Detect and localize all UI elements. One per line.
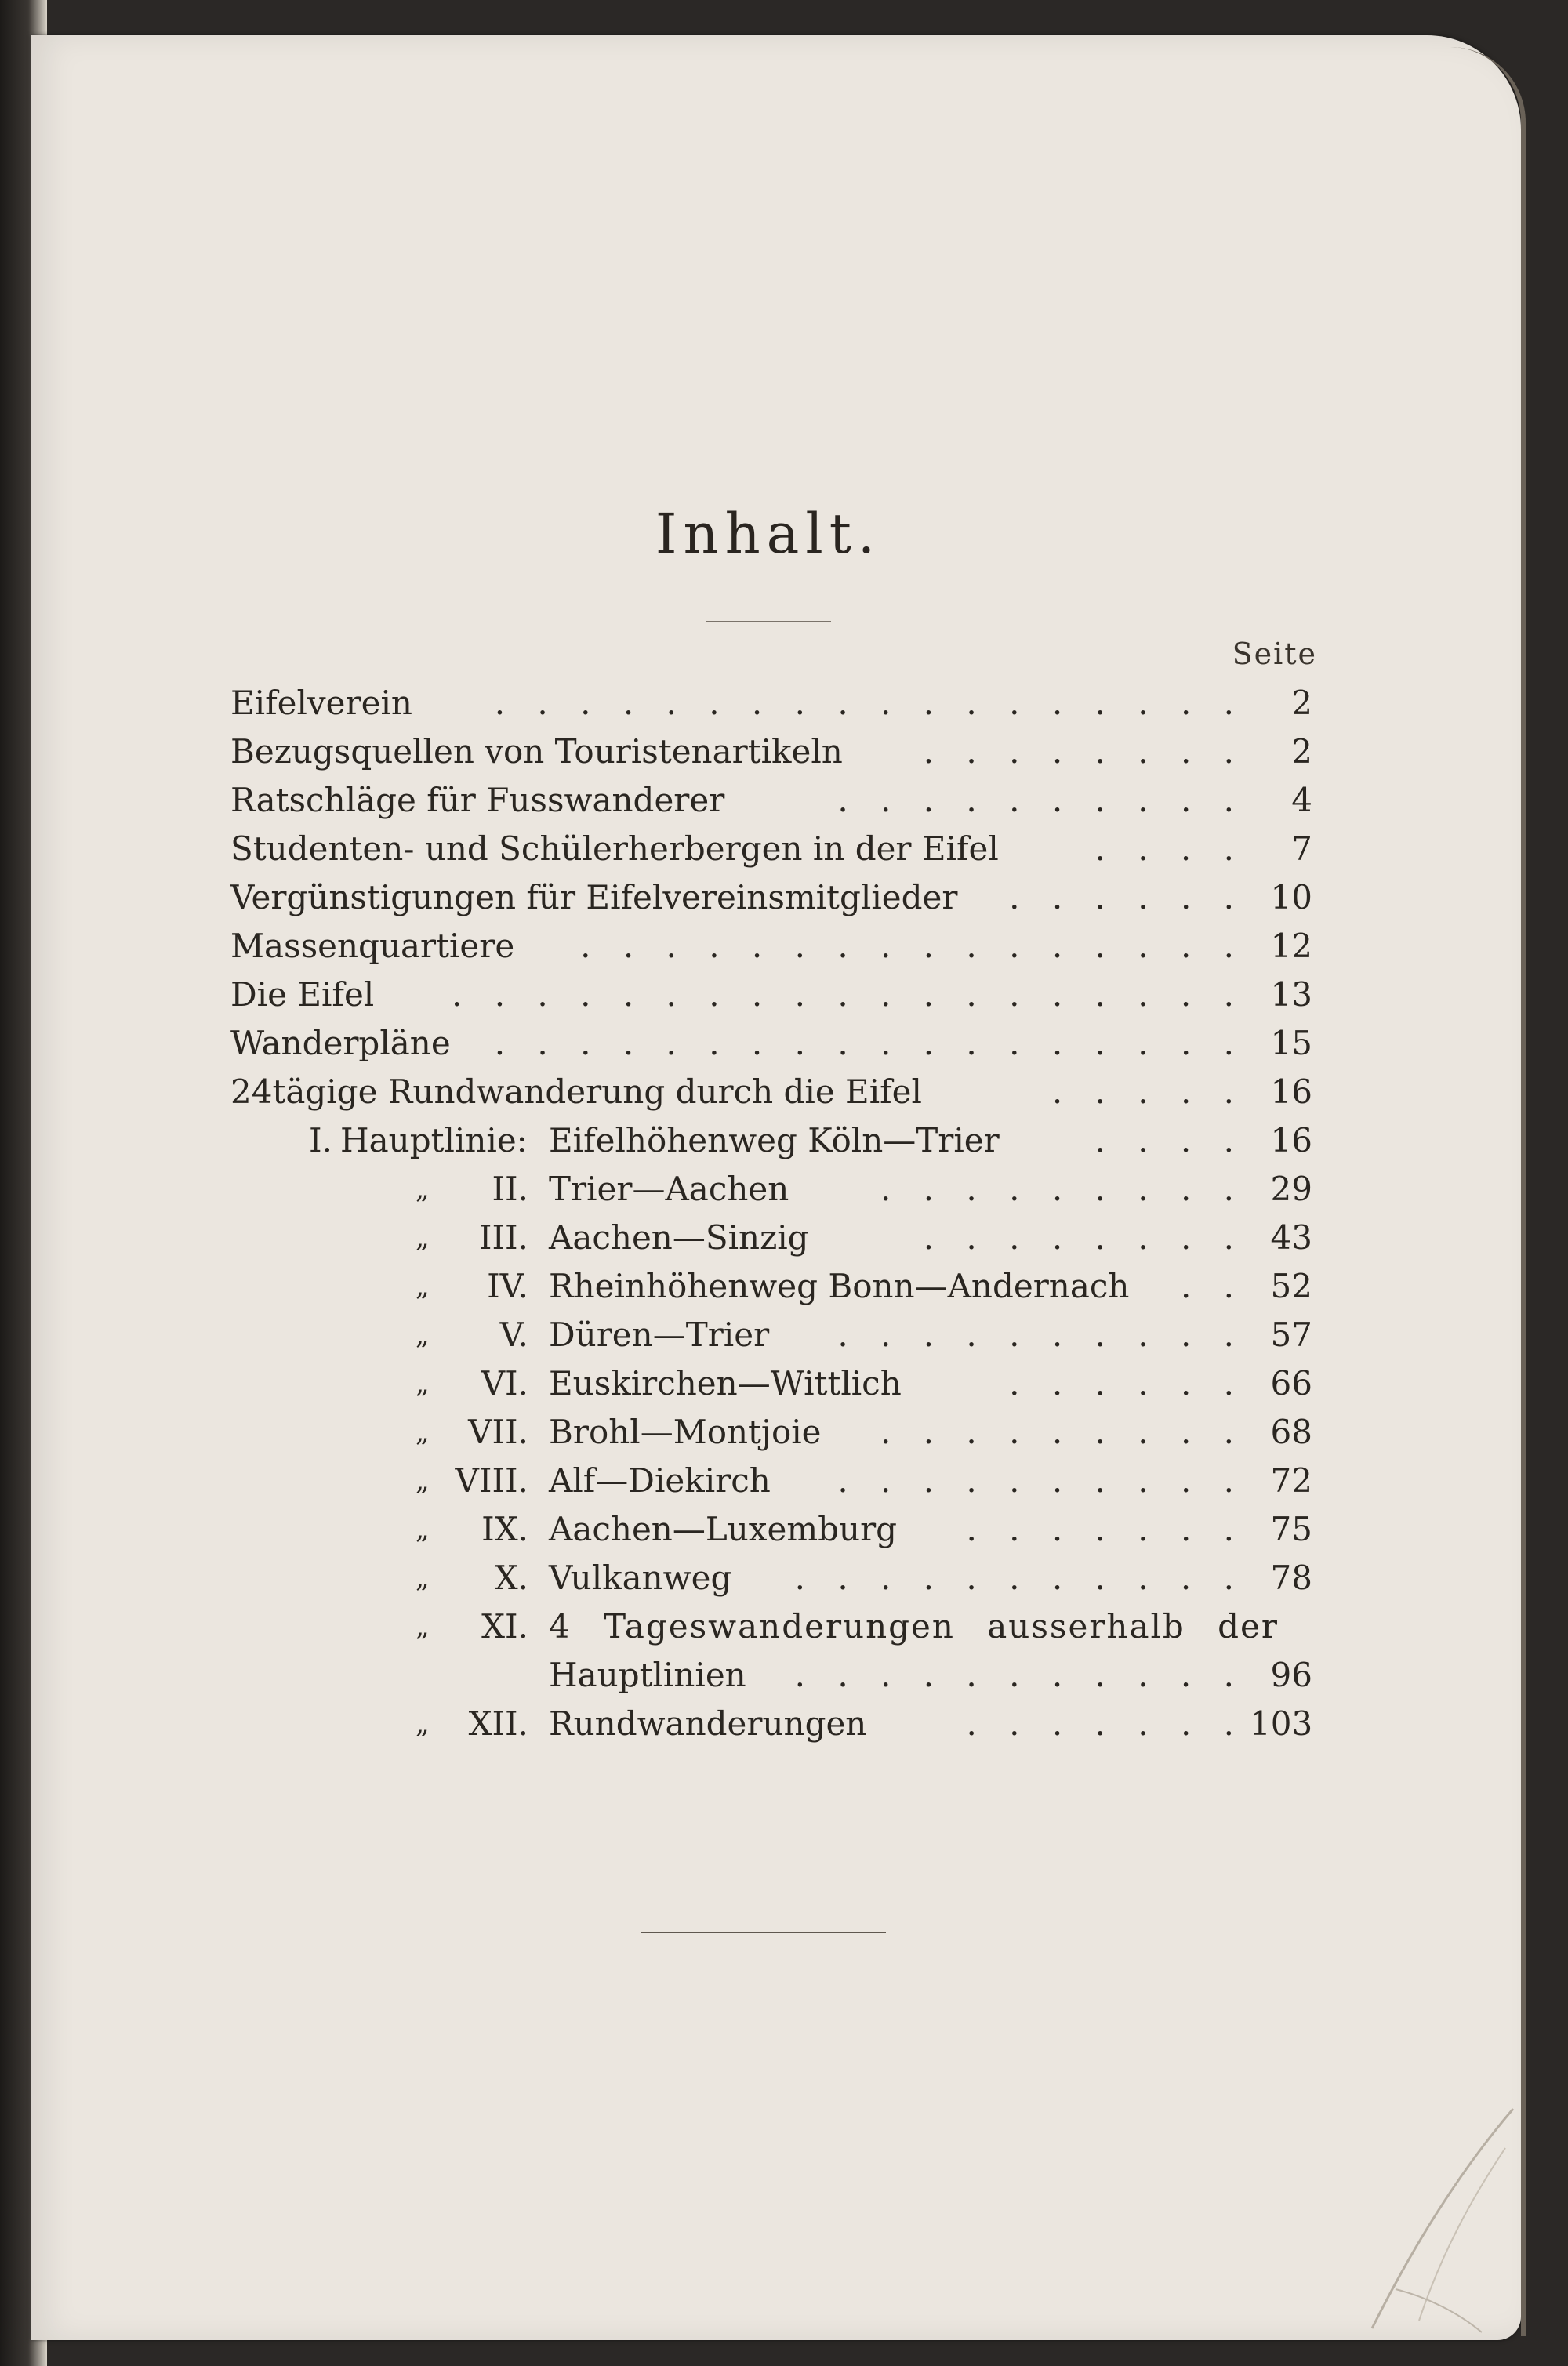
leader-dots: . . . . . . . . . . . . . . . . . . bbox=[494, 684, 1245, 722]
toc-entry bbox=[230, 776, 1312, 825]
leader-dots: . . . . . . . bbox=[966, 1510, 1245, 1548]
leader-dots: . . . . . . . . bbox=[923, 1218, 1245, 1257]
ditto-mark: „ bbox=[416, 1222, 430, 1254]
route-label: Rundwanderungen bbox=[549, 1704, 867, 1743]
route-entry bbox=[230, 1116, 1312, 1165]
leader-dots: . . . . . . . . . . . bbox=[794, 1559, 1245, 1597]
leader-dots: . . . . . . . . . . bbox=[837, 781, 1245, 819]
toc-entry bbox=[230, 728, 1312, 776]
route-number: III. bbox=[478, 1218, 528, 1257]
route-page: 72 bbox=[1270, 1461, 1312, 1500]
toc-entry bbox=[230, 873, 1312, 922]
route-number: II. bbox=[492, 1170, 528, 1208]
route-entry bbox=[230, 1262, 1312, 1311]
toc-entry-page: 4 bbox=[1291, 781, 1312, 819]
leader-dots: . . . . bbox=[1094, 1121, 1245, 1159]
route-entry bbox=[230, 1457, 1312, 1505]
ditto-mark: „ bbox=[416, 1319, 430, 1351]
route-label: Euskirchen—Wittlich bbox=[549, 1364, 902, 1403]
toc-entry-label: Massenquartiere bbox=[230, 927, 515, 965]
page-title: Inhalt. bbox=[655, 502, 882, 566]
route-page: 43 bbox=[1270, 1218, 1312, 1257]
ditto-mark: „ bbox=[416, 1514, 430, 1545]
route-page: 29 bbox=[1270, 1170, 1312, 1208]
route-number: IV. bbox=[487, 1267, 528, 1305]
leader-dots: . . . . . . . . . . . . . . . . bbox=[580, 927, 1245, 965]
toc-entry-page: 15 bbox=[1270, 1024, 1312, 1062]
route-label: Düren—Trier bbox=[549, 1315, 770, 1354]
toc-entry-label: Wanderpläne bbox=[230, 1024, 451, 1062]
toc-entry-page: 2 bbox=[1291, 684, 1312, 722]
leader-dots: . . . . . . . . bbox=[923, 732, 1245, 771]
ditto-mark: „ bbox=[416, 1368, 430, 1399]
leader-dots: . . bbox=[1180, 1267, 1245, 1305]
route-label: Trier—Aachen bbox=[549, 1170, 789, 1208]
route-page: 57 bbox=[1270, 1315, 1312, 1354]
ditto-mark: „ bbox=[416, 1562, 430, 1594]
route-label: 4 Tageswanderungen ausserhalb der bbox=[549, 1607, 1279, 1646]
ditto-mark: „ bbox=[416, 1174, 430, 1205]
toc-entry-label: Studenten- und Schülerherbergen in der Eifel bbox=[230, 829, 999, 868]
route-page: 68 bbox=[1270, 1413, 1312, 1451]
leader-dots: . . . . . . . bbox=[966, 1704, 1245, 1743]
ditto-mark: „ bbox=[416, 1271, 430, 1302]
leader-dots: . . . . . . . . . . bbox=[837, 1315, 1245, 1354]
toc-entry-label: Vergünstigungen für Eifelvereinsmitglieder bbox=[230, 878, 958, 916]
route-prefix: Hauptlinie: bbox=[340, 1121, 528, 1159]
route-number: X. bbox=[494, 1559, 528, 1597]
toc-entry bbox=[230, 1068, 1312, 1116]
route-entry bbox=[230, 1554, 1312, 1602]
route-label: Vulkanweg bbox=[549, 1559, 732, 1597]
route-number: XII. bbox=[468, 1704, 528, 1743]
route-label: Alf—Diekirch bbox=[549, 1461, 771, 1500]
ditto-mark: „ bbox=[416, 1611, 430, 1642]
toc-entry-page: 7 bbox=[1291, 829, 1312, 868]
route-number: V. bbox=[499, 1315, 528, 1354]
toc-entry bbox=[230, 825, 1312, 873]
toc-entry-page: 13 bbox=[1270, 975, 1312, 1014]
route-number: XI. bbox=[481, 1607, 528, 1646]
route-entry bbox=[230, 1408, 1312, 1457]
toc-entry-label: Ratschläge für Fusswanderer bbox=[230, 781, 725, 819]
route-page: 78 bbox=[1270, 1559, 1312, 1597]
toc-entry-page: 10 bbox=[1270, 878, 1312, 916]
route-page: 16 bbox=[1270, 1121, 1312, 1159]
leader-dots: . . . . . . . . . bbox=[880, 1170, 1245, 1208]
route-number: VII. bbox=[468, 1413, 528, 1451]
route-entry bbox=[230, 1214, 1312, 1262]
toc-entry bbox=[230, 971, 1312, 1019]
toc-entry bbox=[230, 922, 1312, 971]
ditto-mark: „ bbox=[416, 1708, 430, 1740]
leader-dots: . . . . . . . . . . . bbox=[794, 1656, 1245, 1694]
route-label: Hauptlinien bbox=[549, 1656, 746, 1694]
route-entry bbox=[230, 1700, 1312, 1748]
route-label: Brohl—Montjoie bbox=[549, 1413, 822, 1451]
leader-dots: . . . . . . bbox=[1009, 1364, 1245, 1403]
route-number: VIII. bbox=[455, 1461, 528, 1500]
route-number: I. bbox=[309, 1121, 332, 1159]
route-label: Rheinhöhenweg Bonn—Andernach bbox=[549, 1267, 1130, 1305]
leader-dots: . . . . . . . . . . bbox=[837, 1461, 1245, 1500]
leader-dots: . . . . bbox=[1094, 829, 1245, 868]
page-column-header: Seite bbox=[1232, 637, 1317, 671]
leader-dots: . . . . . . bbox=[1009, 878, 1245, 916]
ditto-mark: „ bbox=[416, 1417, 430, 1448]
toc-entry-label: 24tägige Rundwanderung durch die Eifel bbox=[230, 1072, 922, 1111]
leader-dots: . . . . . bbox=[1051, 1072, 1245, 1111]
route-number: VI. bbox=[481, 1364, 528, 1403]
route-entry bbox=[230, 1505, 1312, 1554]
leader-dots: . . . . . . . . . bbox=[880, 1413, 1245, 1451]
toc-entry bbox=[230, 1019, 1312, 1068]
route-entry bbox=[230, 1602, 1312, 1651]
toc-entry-label: Die Eifel bbox=[230, 975, 375, 1014]
route-label: Eifelhöhenweg Köln—Trier bbox=[549, 1121, 1000, 1159]
closing-rule bbox=[641, 1932, 886, 1933]
toc-entry-label: Eifelverein bbox=[230, 684, 412, 722]
route-page: 66 bbox=[1270, 1364, 1312, 1403]
route-page: 75 bbox=[1270, 1510, 1312, 1548]
route-page: 96 bbox=[1270, 1656, 1312, 1694]
route-page: 103 bbox=[1250, 1704, 1313, 1743]
route-number: IX. bbox=[481, 1510, 528, 1548]
toc-entry-page: 2 bbox=[1291, 732, 1312, 771]
toc-entry-label: Bezugsquellen von Touristenartikeln bbox=[230, 732, 843, 771]
toc-entry-page: 16 bbox=[1270, 1072, 1312, 1111]
route-entry bbox=[230, 1311, 1312, 1359]
route-label: Aachen—Luxemburg bbox=[549, 1510, 898, 1548]
route-label: Aachen—Sinzig bbox=[549, 1218, 809, 1257]
route-entry bbox=[230, 1165, 1312, 1214]
leader-dots: . . . . . . . . . . . . . . . . . . bbox=[494, 1024, 1245, 1062]
folded-corner bbox=[1348, 2101, 1521, 2336]
route-page: 52 bbox=[1270, 1267, 1312, 1305]
route-entry bbox=[230, 1359, 1312, 1408]
leader-dots: . . . . . . . . . . . . . . . . . . . bbox=[452, 975, 1245, 1014]
toc-entry bbox=[230, 679, 1312, 728]
toc-entry-page: 12 bbox=[1270, 927, 1312, 965]
route-entry-continuation bbox=[230, 1651, 1312, 1700]
ditto-mark: „ bbox=[416, 1465, 430, 1497]
